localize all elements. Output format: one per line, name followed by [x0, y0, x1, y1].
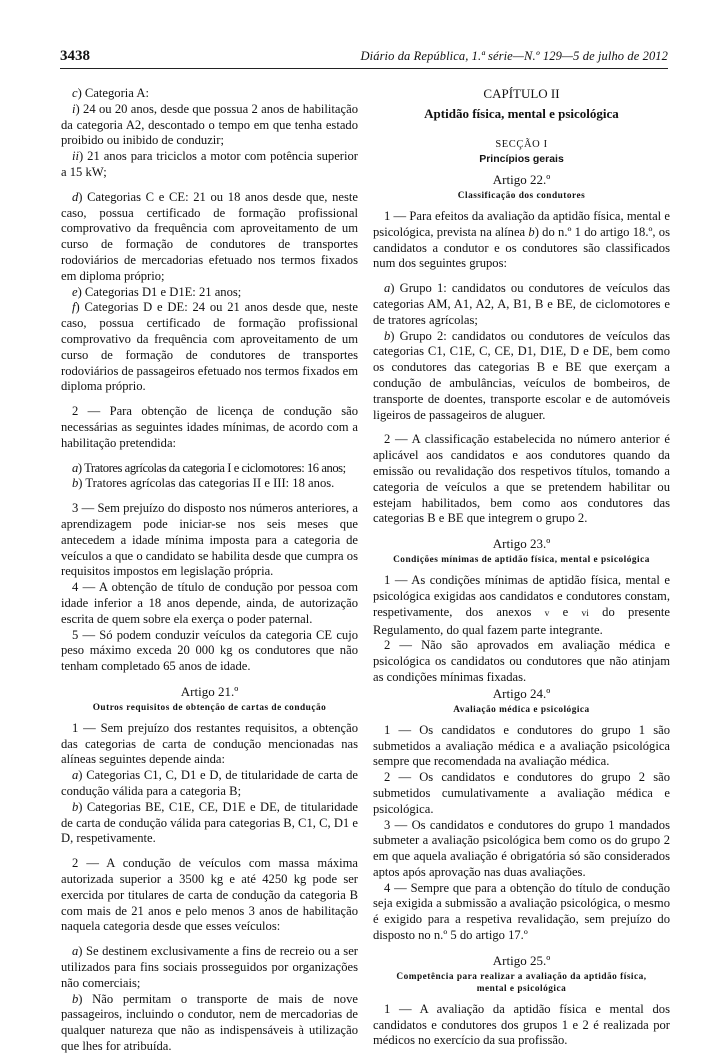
- article-21-title: Artigo 21.º: [180, 683, 239, 699]
- article-22-title: Artigo 22.º: [492, 172, 551, 187]
- paragraph: b) Grupo 2: candidatos ou condutores de veículos das categorias C1, C1E, C, CE, D1, D1E, D e DE, bem como os condutores das categorias B e BE que exerçam a condução de ambulâncias, veículos de bombeiros, de transporte de doentes, transporte escolar e de automóveis ligeiros de passageiros de aluguer.: [373, 328, 670, 422]
- chapter-title: Aptidão física, mental e psicológica: [424, 106, 619, 121]
- paragraph: 4 — Sempre que para a obtenção do título de condução seja exigida a submissão a avaliação psicológica, o mesmo é exigido para a respetiva revalidação, sem prejuízo do disposto no n.º 5 do artigo 17.º: [373, 880, 670, 943]
- paragraph: 3 — Sem prejuízo do disposto nos números anteriores, a aprendizagem pode iniciar-se nos seis meses que antecedem a idade mínima imposta para a categoria de veículos a que o candidato se habilita desde que cumpra os requisitos impostos em legislação própria.: [61, 501, 358, 579]
- paragraph: 1 — Os candidatos e condutores do grupo 1 são submetidos a avaliação médica e a avaliação psicológica sempre que recomendada na avaliação médica.: [373, 722, 670, 769]
- paragraph: ii) 21 anos para triciclos a motor com potência superior a 15 kW;: [61, 149, 358, 179]
- right-column: [373, 86, 670, 1049]
- paragraph: b) Categorias BE, C1E, CE, D1E e DE, de titularidade de carta de condução válida para categorias B, C1, C, D1 e D, respetivamente.: [61, 799, 358, 846]
- paragraph: 1 — As condições mínimas de aptidão física, mental e psicológica exigidas aos candidatos e condutores constam, respetivamente, dos anexos v e vi do presente Regulamento, do qual fazem parte integrante.: [373, 573, 670, 637]
- section-heading: SECÇÃO I: [495, 139, 548, 150]
- paragraph: b) Tratores agrícolas das categorias II e III: 18 anos.: [72, 476, 335, 491]
- page-header: [60, 46, 668, 69]
- paragraph: d) Categorias C e CE: 21 ou 18 anos desde que, neste caso, possua certificado de formação profissional comprovativo da frequência com aproveitamento de um curso de formação de condutores de transportes rodoviários de mercadorias efetuado nos termos fixados em diploma próprio;: [61, 189, 358, 283]
- paragraph: 2 — Não são aprovados em avaliação médica e psicológica os candidatos ou condutores que não atinjam as condições mínimas fixadas.: [373, 638, 670, 684]
- paragraph: 1 — Sem prejuízo dos restantes requisitos, a obtenção das categorias de carta de condução mencionadas nas alíneas seguintes depende ainda:: [61, 720, 358, 767]
- article-22-subtitle: Classificação dos condutores: [457, 191, 586, 201]
- paragraph: b) Não permitam o transporte de mais de nove passageiros, incluindo o condutor, nem de mercadorias de qualquer natureza que não as indispensáveis à utilização que lhes for atribuída.: [61, 991, 358, 1054]
- page-number: 3438: [60, 48, 90, 64]
- paragraph: a) Categorias C1, C, D1 e D, de titularidade de carta de condução válida para a categoria B;: [61, 768, 358, 799]
- paragraph: c) Categoria A:: [72, 86, 149, 100]
- article-25-title: Artigo 25.º: [492, 952, 551, 968]
- article-25-subtitle: Competência para realizar a avaliação da aptidão física, mental e psicológica: [396, 971, 647, 994]
- section-title: Princípios gerais: [479, 153, 564, 165]
- article-23-subtitle: Condições mínimas de aptidão física, mental e psicológica: [393, 555, 650, 566]
- paragraph: 1 — Para efeitos da avaliação da aptidão física, mental e psicológica, prevista na alínea b) do n.º 1 do artigo 18.º, os candidatos a condutor e os condutores são classificados num dos seguintes grupos:: [373, 209, 670, 271]
- paragraph: 4 — A obtenção de título de condução por pessoa com idade inferior a 18 anos depende, ainda, de autorização escrita de quem sobre ela exerça o poder paternal.: [61, 580, 358, 626]
- journal-title: Diário da República, 1.ª série—N.º 129—5 de julho de 2012: [360, 49, 668, 63]
- paragraph: 5 — Só podem conduzir veículos da categoria CE cujo peso máximo exceda 20 000 kg os condutores que não tenham completado 65 anos de idade.: [61, 627, 358, 674]
- paragraph: 2 — A condução de veículos com massa máxima autorizada superior a 3500 kg e até 4250 kg pode ser exercida por titulares de carta de condução da categoria B com mais de 21 anos e pelo menos 3 anos de habilitação naquela categoria desde que esses veículos:: [61, 856, 358, 934]
- paragraph: f) Categorias D e DE: 24 ou 21 anos desde que, neste caso, possua certificado de formação profissional comprovativo da frequência com aproveitamento de um curso de formação de condutores de transportes rodoviários de passageiros efetuado nos termos fixados em diploma próprio.: [61, 300, 358, 394]
- article-24-subtitle: Avaliação médica e psicológica: [453, 704, 590, 715]
- paragraph: e) Categorias D1 e D1E: 21 anos;: [72, 284, 242, 299]
- paragraph: a) Grupo 1: candidatos ou condutores de veículos das categorias AM, A1, A2, A, B1, B e BE, de ciclomotores e de tratores agrícolas;: [373, 281, 670, 327]
- paragraph: 3 — Os candidatos e condutores do grupo 1 mandados submeter a avaliação psicológica bem como os do grupo 2 em que aquela avaliação é obrigatória só são considerados aptos após aprovação nas duas avaliações.: [373, 817, 670, 879]
- paragraph: 2 — Para obtenção de licença de condução são necessárias as seguintes idades mínimas, de acordo com a habilitação pretendida:: [61, 404, 358, 450]
- article-24-title: Artigo 24.º: [492, 685, 551, 701]
- chapter-heading: CAPÍTULO II: [483, 86, 560, 101]
- paragraph: i) 24 ou 20 anos, desde que possua 2 anos de habilitação da categoria A2, descontado o tempo em que tenha estado proibido ou inibido de conduzir;: [61, 101, 358, 148]
- article-21-subtitle: Outros requisitos de obtenção de cartas de condução: [92, 702, 327, 713]
- paragraph: 2 — Os candidatos e condutores do grupo 2 são submetidos cumulativamente a avaliação médica e psicológica.: [373, 770, 670, 816]
- paragraph: a) Tratores agrícolas da categoria I e ciclomotores: 16 anos;: [72, 460, 346, 475]
- left-column: [61, 86, 358, 1055]
- paragraph: a) Se destinem exclusivamente a fins de recreio ou a ser utilizados para fins sociais prosseguidos por organizações não comerciais;: [61, 944, 358, 990]
- paragraph: 2 — A classificação estabelecida no número anterior é aplicável aos candidatos e aos condutores quando da emissão ou revalidação dos respetivos títulos, tomando a categoria de veículos a que se pretendem habilitar ou estejam habilitados, bem como aos condutores das categorias B e BE que integrem o grupo 2.: [373, 432, 670, 526]
- paragraph: 1 — A avaliação da aptidão física e mental dos candidatos e condutores dos grupos 1 e 2 é realizada por médicos no exercício da sua profissão.: [373, 1001, 670, 1048]
- article-23-title: Artigo 23.º: [492, 536, 551, 552]
